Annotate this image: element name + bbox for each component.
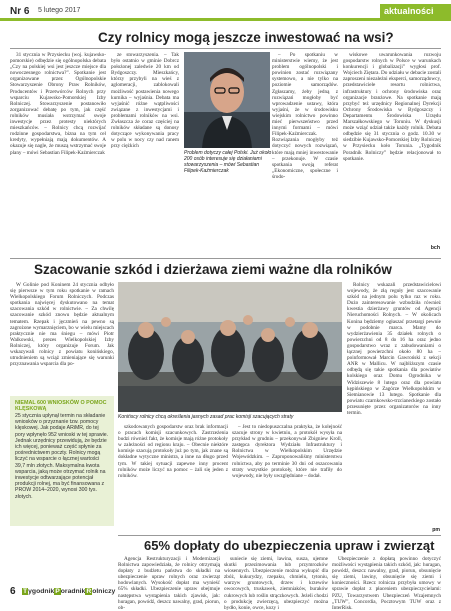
article1-signature: bch bbox=[430, 245, 440, 251]
article1-rule bbox=[10, 48, 441, 49]
article2-column-3: – Jest to niedopuszczalna praktyka, że kolejność szacuje strony w kwietniu, a protokół wysyła na przykład w grudniu – przekonywał Zbigniew Kroll, zastępca dyrektora Wydziału Infrastruktury i Rolnictwa w Wielkopolskim Urzędzie Wojewódzkim. – Zaproponowaliśmy ministerstwu rolnictwa, aby po terminie 30 dni od oszacowania straty wszystkie protokoły, które nie trafiły do wojewody, nie były uwzględniane – dodał. bbox=[232, 424, 342, 479]
article2-caption: Konińscy rolnicy chcą określenia jasnych zasad prac komisji szacujących straty bbox=[118, 414, 294, 420]
article3-title: 65% dopłaty do ubezpieczenia upraw i zwierząt bbox=[144, 538, 435, 553]
article2-column-4: Rolnicy wskazali przedstawicielowi wojewody, że złą reguły jest szacowanie szkód na jednym polu tylko raz w roku. Dużo zainteresowanie wzbudziła również kwestia dzierżawy gruntów od Agencji Nieruchomości Rolnych. – W okolicach Konina będziemy ogłaszać przetargi pewnie w podobnie marca. Mamy do wydzierżawienia 35 działek rolnych o powierzchni od 8 do 16 ha oraz jedno gospodarstwo wraz z zabudowaniami o łącznej powierzchni około 80 ha – poinformował Marcin Gawroński z sekcji ANR w Mallicu. W najbliższym czasie odbędą się takie spotkania dla powiatów kolskiego oraz Domu Ogrodnika w Widziszewie 8 lutego oraz dla powiatu kępińskiego w Zagórze Wielkopolskim w Siemianowie 13 lutego. Spotkanie dla powiatu czarnkowsko-trzcianeckiego zostało przesunięte przez organizatorów na inny termin. bbox=[347, 282, 441, 416]
article1-photo-portrait bbox=[184, 52, 270, 148]
box-text: 25 stycznia upłynął termin na składanie wniosków o przyznanie tzw. pomocy klęskowej. Jak podaje ARiMR, do tej pory wpłynęło 952 wnioski w tej sprawie. Jednak urzędnicy przewidują, że będzie ich więcej, ponieważ część spłynie za pośrednictwem poczty. Rolnicy mogą liczyć na wsparcie o łącznej wartości 39,7 mln złotych. Maksymalna kwota wsparcia, jaką może otrzymać rolnik na inwestycje odtwarzające potencjał produkcji rolnej, ma być finansowana z PROW 2014–2020, wynosi 300 tys. złotych. bbox=[15, 413, 109, 500]
issue-number: Nr 6 bbox=[10, 6, 30, 17]
header-divider bbox=[0, 18, 451, 21]
page-number: 6 bbox=[10, 586, 16, 597]
article1-caption: Problem dotyczy całej Polski. Już około 200 osób interesuje się działaniami stowarzyszenia – mówi Sebastian Filipek-Kaźmierczak bbox=[184, 150, 272, 174]
article3-column-3: Ubezpieczenie z dopłatą powinno dotyczyć możliwości wystąpienia takich szkód, jak: huragan, powódź, deszcz nawalny, grad, piorun, obsunięcie się ziemi, lawiny, obsunięcie się ziemi i konieczności. Rzecz rolnicza przybyła umowy w sprawie dopłat z płaceniem ubezpieczycielami: PZU, Towarzystwem Ubezpieczeń Wzajemnych „TUW”, Concordia, Pocztowym TUW oraz z InterRisk. bbox=[332, 556, 441, 611]
article2-signature: pm bbox=[432, 527, 440, 533]
article1-column-3: – Po spotkaniu w ministerstwie wiemy, że jest problem ogólnopolski i powinien zostać rozwiązany systemowo, a nie tylko na poziomie samorządów. Zgłaszamy, żeby jedną z rozwiązań mogłoby być wprowadzenie ustawy, która wyjaśni, że w środowisku wiejskim rolnictwo powinno mieć pierwszeństwo przed innymi formami – mówi Filipek-Kaźmierczak. Rozwiązania mogłyby też dotyczyć nowych rozwiązań, które mają mniej inwestowanie – przekonuje. W czasie spotkania swoją referat „Ekonomiczne, społeczne i środo- bbox=[272, 52, 338, 180]
article2-column-1: W Golinie pod Koninem 24 stycznia odbyło się pierwsze w tym roku spotkanie w ramach Wielkopolskiego Forum Rolniczych. Podczas spotkania najwięcej dyskutowano na temat szacowania szkód w rolnictwie. – Za chwilę szacowanie szkód znowu będzie aktualnym tematem. Rzepak i jęczmień na pewno są zagrożone wymarznięciem, bo w wielu miejscach praktycznie nie ma śniegu – mówi Piotr Walkowski, prezes Wielkopolskiej Izby Rolniczej, który organizuje Forum. Jak wskazywali rolnicy z powiatu konińskiego, utrudnieniem są wciąż zmieniające się warunki przyznawania wsparcia dla po- bbox=[10, 282, 114, 368]
article1-title: Czy rolnicy mogą jeszcze inwestować na wsi? bbox=[98, 30, 394, 45]
article3-rule bbox=[118, 535, 441, 536]
article1-column-4: wiskowe uwarunkowania rozwoju gospodarstw rolnych w Polsce w warunkach konkurencji i globalizacji” wygłosi prof. Wojciech Ziętara. Do udziału w debacie zostali zaproszeni niezależni eksperci, samorządowcy, przedstawiciele resortu rolnictwa, infrastruktury i ochrony środowiska oraz organizacje branżowe. Na spotkanie mają przybyć też urzędnicy Regionalnej Dyrekcji Ochrony Środowiska w Bydgoszczy i Departamentu Środowiska Urzędu Marszałkowskiego w Toruniu. W dyskusji może wziąć udział także każdy rolnik. Debata odbędzie się 31 stycznia o godz. 10.30 w siedzibie Kujawsko-Pomorskiej Izby Rolniczej w Przysiecku koło Torunia. „Tygodnik Poradnik Rolniczy” będzie relacjonował to spotkanie. bbox=[343, 52, 441, 162]
article2-photo-meeting bbox=[118, 282, 342, 412]
article3-column-1: Agencja Restrukturyzacji i Modernizacji Rolnictwa zapowiedziała, że rolnicy otrzymają dopłaty z budżetu państwa do składki na ubezpieczenie upraw rolnych oraz zwierząt hodowlanych. Wysokość dopłat ma wynieść 65% składki. Ubezpieczenie upraw obejmuje następstwa wystąpienia takich zjawisk, jak: huragan, powódź, deszcz nawalny, grad, piorun, ob- bbox=[118, 556, 220, 611]
issue-date: 5 lutego 2017 bbox=[38, 7, 81, 14]
publication-logo: TygodnikPoradnikRolniczy bbox=[23, 588, 116, 595]
article3-column-2: suniecie się ziemi, lawina, susza, ujemne skutki przezimowania lub przymrozków wiosennych. Ubezpieczenie można wykupić dla zbóż, kukurydzy, rzepaku, chmielu, tytoniu, warzyw gruntowych, drzew i krzewów owocowych, truskawek, ziemniaków, buraków cukrowych lub roślin strączkowych. Jeżeli chodzi o produkcję zwierzęcą, ubezpieczyć można bydło, konie, owce, kozy i bbox=[224, 556, 328, 611]
section-label: aktualności bbox=[380, 4, 451, 18]
box-title: NIEMAL 600 WNIOSKÓW O POMOC KLĘSKOWĄ bbox=[15, 400, 107, 412]
article1-column-2: ze stowarzyszenia. – Tak było ostatnio w gminie Dobrcz położonej zaledwie 20 km od Bydgoszczy. Mieszkańcy, którzy przybyli na wieś z aglomeracji, zablokowali możliwość postawienia nowego kurnika – wyjaśnia. Debata ma wyjaśnić różne wątpliwości związane z inwestycjami i problemami rolników na wsi. Zwłaszcza że coraz częściej na rolników składane są donosy dotyczące wykonywania pracy w polu w nocy czy nad ranem przy ciężkich bbox=[111, 52, 179, 150]
article1-column-1: 31 stycznia w Przysiecku (woj. kujawsko-pomorskie) odbędzie się ogólnopolska debata „Czy na polskiej wsi jest jeszcze miejsce dla nowoczesnego rolnictwa?”. Spotkanie jest organizowane przez Ogólnopolskie Stowarzyszenie Obrony Praw Rolników, Producentów i Przetwórców Rolnych przy wsparciu Kujawsko-Pomorskiej Izby Rolniczej. Stowarzyszenie postanowiło zorganizować debatę po tym, jak część rolników musiała wstrzymać swoje inwestycje przez protesty niektórych mieszkańców. – Rolnicy chcą rozwijać rodzinne gospodarstwa, bizna na tym cel kredyty, wypełniają mają dokumentów. A okazuje się nagle, że muszą wstrzymać swoje plany – mówi Sebastian Filipek-Kaźmierczak bbox=[10, 52, 106, 156]
article2-top-rule bbox=[10, 258, 441, 259]
article2-box bbox=[10, 396, 114, 526]
article2-column-2: szkodowanych gospodarstw oraz brak informacji o pracach komisji szacunkowych. Zastrzeżenia budzi również fakt, że komisje mają różne protokoły w zależności od regionu kraju. – Obecnie niektóre komisje szacują protokoły już po tym, jak znane są dokładne wytyczne ministra, a inne na długo przed tym. W takiej sytuacji zapewne inny procent rolników może liczyć na pomoc – żali się jeden z rolników. bbox=[118, 424, 228, 479]
article2-title: Szacowanie szkód i dzierżawa ziemi ważne dla rolników bbox=[34, 262, 392, 277]
